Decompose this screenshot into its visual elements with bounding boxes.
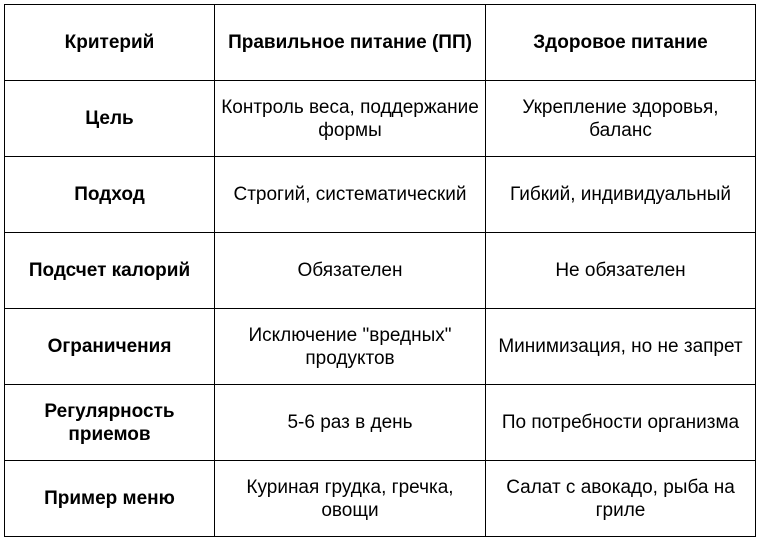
comparison-table xyxy=(4,4,756,537)
healthy-cell: Гибкий, индивидуальный xyxy=(486,157,756,233)
pp-cell: Обязателен xyxy=(215,233,486,309)
criterion-cell: Ограничения xyxy=(5,309,215,385)
criterion-cell: Пример меню xyxy=(5,461,215,537)
healthy-cell: Салат с авокадо, рыба на гриле xyxy=(486,461,756,537)
pp-cell: Куриная грудка, гречка, овощи xyxy=(215,461,486,537)
header-pp: Правильное питание (ПП) xyxy=(215,5,486,81)
criterion-cell: Подход xyxy=(5,157,215,233)
pp-cell: 5-6 раз в день xyxy=(215,385,486,461)
table-row xyxy=(5,309,756,385)
header-row xyxy=(5,5,756,81)
criterion-cell: Регулярность приемов xyxy=(5,385,215,461)
table-row xyxy=(5,233,756,309)
healthy-cell: Не обязателен xyxy=(486,233,756,309)
pp-cell: Исключение "вредных" продуктов xyxy=(215,309,486,385)
table-row xyxy=(5,157,756,233)
healthy-cell: По потребности организма xyxy=(486,385,756,461)
table-row xyxy=(5,81,756,157)
pp-cell: Контроль веса, поддержание формы xyxy=(215,81,486,157)
pp-cell: Строгий, систематический xyxy=(215,157,486,233)
criterion-cell: Цель xyxy=(5,81,215,157)
healthy-cell: Минимизация, но не запрет xyxy=(486,309,756,385)
criterion-cell: Подсчет калорий xyxy=(5,233,215,309)
header-criterion: Критерий xyxy=(5,5,215,81)
header-healthy: Здоровое питание xyxy=(486,5,756,81)
table-row xyxy=(5,461,756,537)
healthy-cell: Укрепление здоровья, баланс xyxy=(486,81,756,157)
table-row xyxy=(5,385,756,461)
